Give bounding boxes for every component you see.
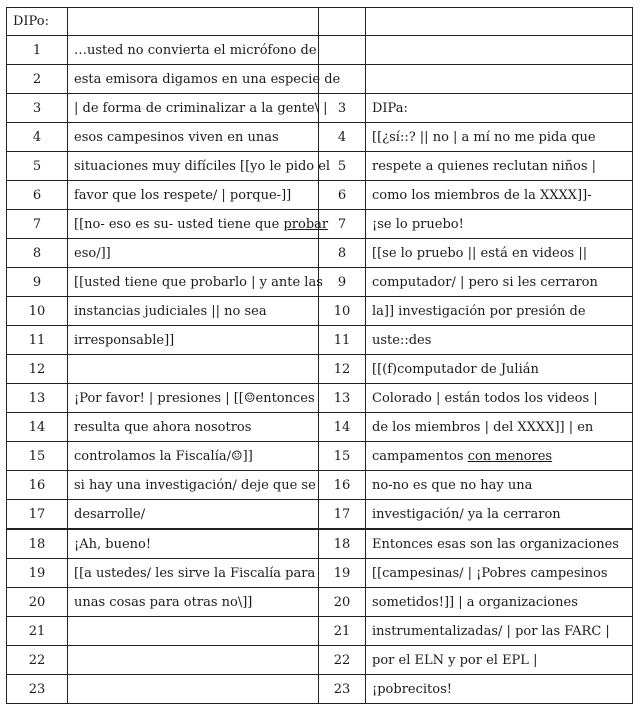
right-line-number: 12 [319,355,366,384]
transcript-row [7,559,633,588]
left-utterance: si hay una investigación/ deje que se [68,471,319,500]
left-line-number: 16 [7,471,68,500]
left-utterance: eso/]] [68,239,319,268]
left-line-number: 12 [7,355,68,384]
right-line-number: 17 [319,500,366,530]
right-utterance: respete a quienes reclutan niños | [366,152,633,181]
right-utterance [366,36,633,65]
right-underlined-text: con menores [467,448,553,464]
transcript-row [7,384,633,413]
right-line-number: 22 [319,646,366,675]
right-line-number: 20 [319,588,366,617]
left-utterance: esta emisora digamos en una especie de [68,65,319,94]
left-utterance: esos campesinos viven en unas [68,123,319,152]
left-line-number: 2 [7,65,68,94]
right-utterance: investigación/ ya la cerraron [366,500,633,530]
left-utterance: | de forma de criminalizar a la gente\ | [68,94,319,123]
right-utterance: [[se lo pruebo || está en videos || [366,239,633,268]
left-line-number: 7 [7,210,68,239]
left-utterance: instancias judiciales || no sea [68,297,319,326]
left-line-number: 22 [7,646,68,675]
right-line-number: 10 [319,297,366,326]
right-line-number: 19 [319,559,366,588]
right-utterance-text: campamentos [372,448,468,464]
right-line-number: 8 [319,239,366,268]
right-line-number: 6 [319,181,366,210]
transcript-row [7,646,633,675]
left-utterance [68,210,329,239]
left-utterance [68,646,319,675]
transcript-row [7,94,633,123]
right-line-number: 14 [319,413,366,442]
right-utterance: ¡pobrecitos! [366,675,633,704]
right-line-number: 11 [319,326,366,355]
right-line-number: 4 [319,123,366,152]
left-utterance: favor que los respete/ | porque-]] [68,181,319,210]
left-line-number: 19 [7,559,68,588]
left-line-number: 18 [7,529,68,559]
transcript-row [7,355,633,384]
left-line-number: 14 [7,413,68,442]
right-line-number: 13 [319,384,366,413]
transcript-row [7,210,633,239]
right-utterance: [[campesinas/ | ¡Pobres campesinos [366,559,633,588]
right-line-number: 15 [319,442,366,471]
left-speaker-label: DIPo: [7,8,68,36]
right-line-number: 7 [319,210,366,239]
transcript-row [7,500,633,530]
transcript-row [7,181,633,210]
right-utterance: no-no es que no hay una [366,471,633,500]
left-utterance-text: [[no- eso es su- usted tiene que [74,216,284,232]
right-line-number [319,36,366,65]
header-right-empty [366,8,633,36]
right-utterance [366,65,633,94]
left-line-number: 5 [7,152,68,181]
transcript-row [7,588,633,617]
transcript-row [7,152,633,181]
right-utterance: Colorado | están todos los videos | [366,384,633,413]
transcript-row [7,36,633,65]
left-line-number: 9 [7,268,68,297]
right-line-number: 5 [319,152,366,181]
right-line-number: 18 [319,529,366,559]
right-utterance: como los miembros de la XXXX]]- [366,181,633,210]
left-utterance: [[usted tiene que probarlo | y ante las [68,268,319,297]
transcript-row [7,471,633,500]
right-utterance: uste::des [366,326,633,355]
left-line-number: 10 [7,297,68,326]
left-utterance: irresponsable]] [68,326,319,355]
right-utterance: DIPa: [366,94,633,123]
right-utterance: de los miembros | del XXXX]] | en [366,413,633,442]
left-utterance: [[a ustedes/ les sirve la Fiscalía para [68,559,319,588]
left-line-number: 4 [7,123,68,152]
right-utterance: computador/ | pero si les cerraron [366,268,633,297]
left-line-number: 13 [7,384,68,413]
left-line-number: 23 [7,675,68,704]
left-utterance: unas cosas para otras no\]] [68,588,319,617]
left-line-number: 21 [7,617,68,646]
left-line-number: 11 [7,326,68,355]
left-utterance: …usted no convierta el micrófono de [68,36,319,65]
left-utterance [68,675,319,704]
left-line-number: 15 [7,442,68,471]
header-right-num-empty [319,8,366,36]
right-line-number: 3 [319,94,366,123]
left-utterance: resulta que ahora nosotros [68,413,319,442]
right-line-number: 16 [319,471,366,500]
left-utterance: desarrolle/ [68,500,319,530]
left-utterance: ¡Por favor! | presiones | [[☺entonces [68,384,319,413]
left-line-number: 8 [7,239,68,268]
transcript-row [7,413,633,442]
left-utterance [68,355,319,384]
right-utterance: por el ELN y por el EPL | [366,646,633,675]
transcript-row [7,442,633,471]
transcript-row [7,297,633,326]
right-utterance: instrumentalizadas/ | por las FARC | [366,617,633,646]
right-utterance: ¡se lo pruebo! [366,210,633,239]
right-utterance [366,442,633,471]
left-utterance [68,617,319,646]
left-underlined-text: probar [283,216,329,232]
right-utterance: [[(f)computador de Julián [366,355,633,384]
transcript-row [7,65,633,94]
left-line-number: 17 [7,500,68,530]
right-line-number: 23 [319,675,366,704]
left-utterance: ¡Ah, bueno! [68,529,319,559]
right-line-number: 21 [319,617,366,646]
transcript-row [7,326,633,355]
right-line-number: 9 [319,268,366,297]
transcript-row [7,529,633,559]
transcript-row [7,239,633,268]
left-line-number: 3 [7,94,68,123]
transcript-row [7,123,633,152]
left-utterance: situaciones muy difíciles [[yo le pido el [68,152,319,181]
header-left-empty [68,8,319,36]
right-utterance: sometidos!]] | a organizaciones [366,588,633,617]
transcript-row [7,268,633,297]
transcript-table [6,7,633,704]
right-utterance: Entonces esas son las organizaciones [366,529,633,559]
header-row [7,8,633,36]
left-line-number: 20 [7,588,68,617]
transcript-body [7,8,633,704]
transcript-row [7,675,633,704]
left-utterance: controlamos la Fiscalía/☺]] [68,442,319,471]
right-utterance: [[¿sí::? || no | a mí no me pida que [366,123,633,152]
left-line-number: 6 [7,181,68,210]
right-utterance: la]] investigación por presión de [366,297,633,326]
transcript-row [7,617,633,646]
left-line-number: 1 [7,36,68,65]
